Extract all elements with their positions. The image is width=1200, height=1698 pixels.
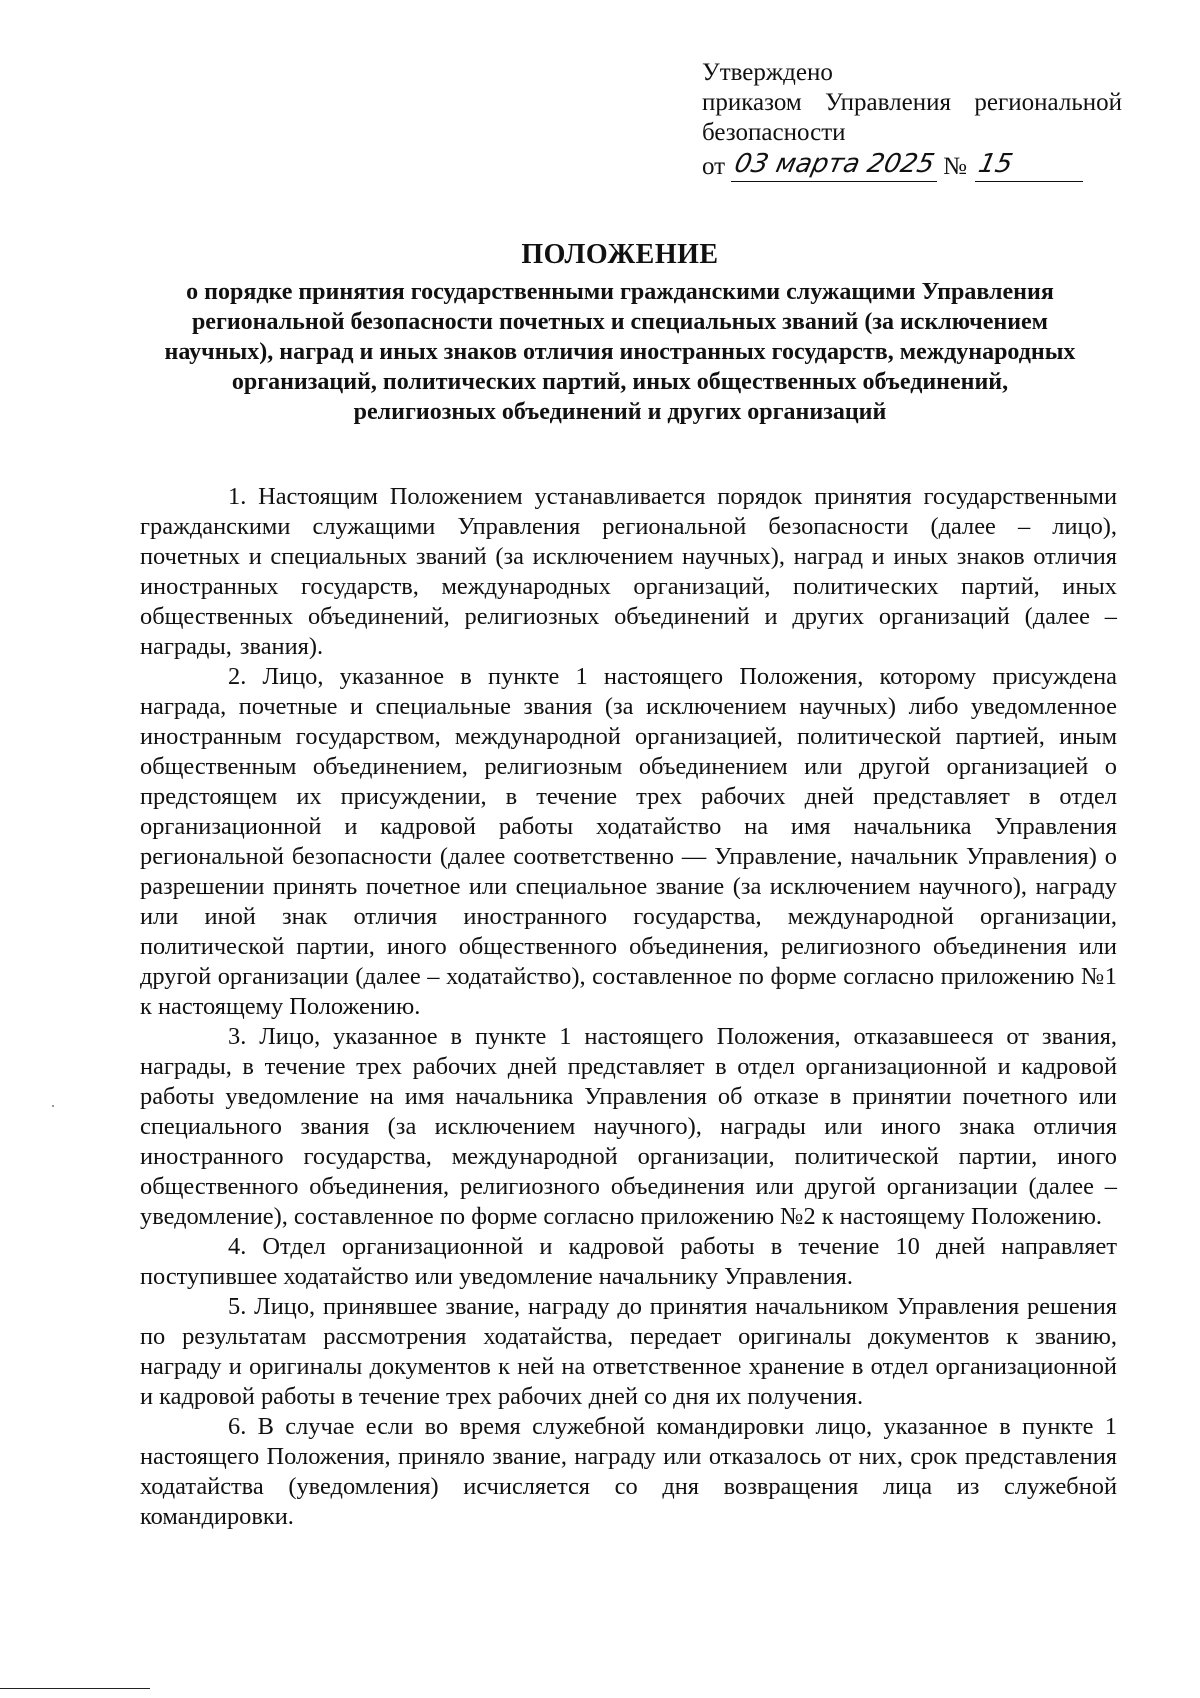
document-title: ПОЛОЖЕНИЕ — [521, 239, 719, 270]
paragraph-4: 4. Отдел организационной и кадровой работы в течение 10 дней направляет поступившее ходатайство или уведомление начальнику Управления. — [140, 1233, 1117, 1290]
approval-line-approved: Утверждено — [702, 59, 833, 86]
date-field — [731, 150, 937, 182]
paragraph-5: 5. Лицо, принявшее звание, награду до принятия начальником Управления решения по результатам рассмотрения ходатайства, передает оригиналы документов к званию, награду и оригиналы документов к ней на ответственное хранение в отдел организационной и кадровой работы в течение трех рабочих дней со дня их получения. — [140, 1293, 1117, 1410]
document-title-block — [140, 240, 1100, 427]
paragraph-1: 1. Настоящим Положением устанавливается порядок принятия государственными гражданскими служащими Управления региональной безопасности (далее – лицо), почетных и специальных званий (за исключением научных), наград и иных знаков отличия иностранных государств, международных организаций, политических партий, иных общественных объединений, религиозных объединений и других организаций (далее – награды, звания). — [140, 483, 1117, 660]
document-subtitle: о порядке принятия государственными гражданскими служащими Управления региональной безопасности почетных и специальных званий (за исключением научных), наград и иных знаков отличия иностранных государств, международных организаций, политических партий, иных общественных объединений, религиозных объединений и других организаций — [164, 279, 1076, 425]
scan-speck — [52, 1105, 54, 1107]
handwritten-number: 15 — [975, 149, 1016, 179]
approval-block — [702, 58, 1122, 182]
date-prefix: от — [702, 153, 726, 180]
handwritten-date: 03 марта 2025 — [731, 149, 938, 179]
paragraph-3: 3. Лицо, указанное в пункте 1 настоящего Положения, отказавшееся от звания, награды, в течение трех рабочих дней представляет в отдел организационной и кадровой работы уведомление на имя начальника Управления об отказе в принятии почетного или специального звания (за исключением научного), награды или иного знака отличия иностранного государства, международной организации, политической партии, иного общественного объединения, религиозного объединения или другой организации (далее – уведомление), составленное по форме согласно приложению №2 к настоящему Положению. — [140, 1023, 1117, 1230]
approval-date-number-row — [702, 148, 1122, 182]
footnote-rule — [0, 1688, 150, 1689]
document-body — [140, 482, 1117, 1532]
number-label: № — [943, 153, 967, 180]
number-field — [975, 150, 1083, 182]
approval-line-agency: безопасности — [702, 119, 846, 146]
paragraph-6: 6. В случае если во время служебной командировки лицо, указанное в пункте 1 настоящего Положения, приняло звание, награду или отказалось от них, срок представления ходатайства (уведомления) исчисляется со дня возвращения лица из служебной командировки. — [140, 1413, 1117, 1530]
paragraph-2: 2. Лицо, указанное в пункте 1 настоящего Положения, которому присуждена награда, почетные и специальные звания (за исключением научных) либо уведомленное иностранным государством, международной организацией, политической партией, иным общественным объединением, религиозным объединением или другой организацией о предстоящем их присуждении, в течение трех рабочих дней представляет в отдел организационной и кадровой работы ходатайство на имя начальника Управления региональной безопасности (далее соответственно — Управление, начальник Управления) о разрешении принять почетное или специальное звание (за исключением научного), награду или иной знак отличия иностранного государства, международной организации, политической партии, иного общественного объединения, религиозного объединения или другой организации (далее – ходатайство), составленное по форме согласно приложению №1 к настоящему Положению. — [140, 663, 1117, 1020]
approval-line-order: приказом Управления региональной — [702, 89, 1122, 116]
